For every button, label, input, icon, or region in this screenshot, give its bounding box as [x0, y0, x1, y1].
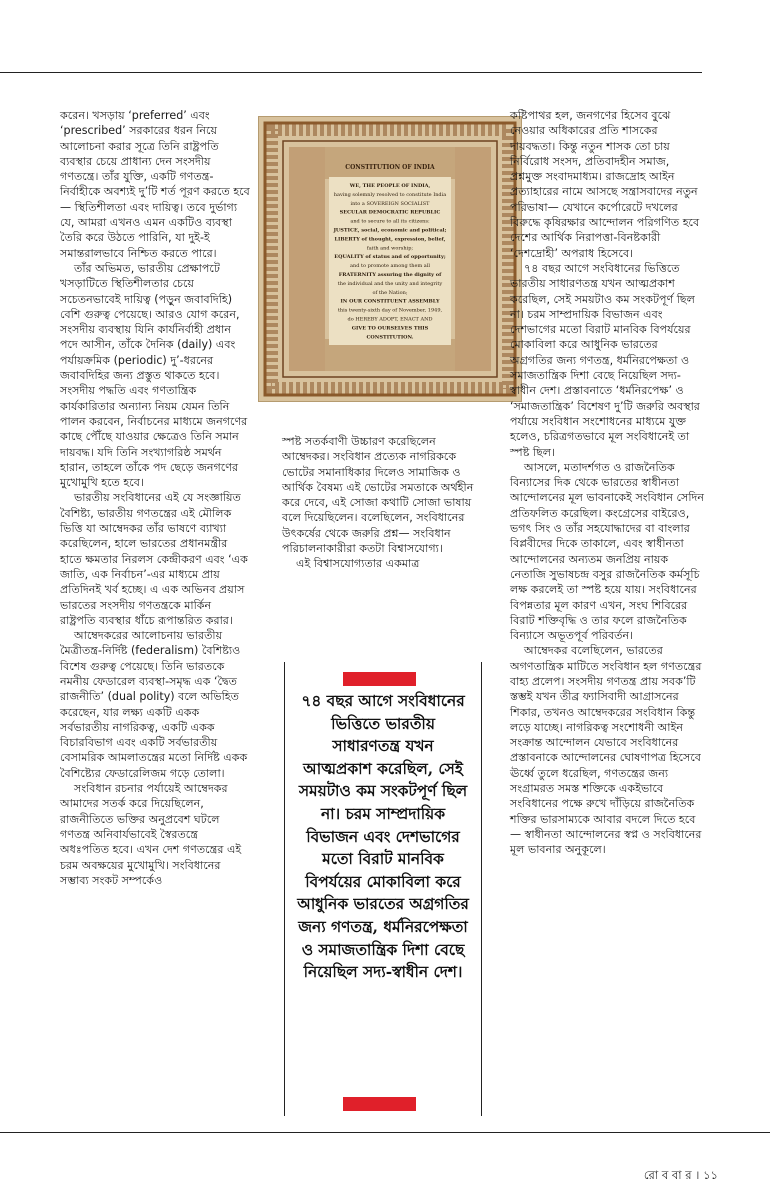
- paragraph: করেন। খসড়ায় ‘preferred’ এবং ‘prescribed’ সরকারের ধরন নিয়ে আলোচনা করার সূত্রে তিনি রাষ্ট্রপতি ব্যবস্থার চেয়ে প্রাধান্য দেন সংসদীয় গণতন্ত্রে। তাঁর যুক্তি, একটি গণতন্ত্র-নির্বাহীকে অবশ্যই দু’টি শর্ত পূরণ করতে হবে— স্থিতিশীলতা এবং দায়িত্ব। তবে দুর্ভাগ্য যে, আমরা এখনও এমন একটিও ব্যবস্থা তৈরি করে উঠতে পারিনি, যা দুই-ই সমান্তরালভাবে নিশ্চিত করতে পারে।: [60, 109, 250, 260]
- preamble-line: IN OUR CONSTITUENT ASSEMBLY: [340, 298, 440, 305]
- paragraph: স্পষ্ট সতর্কবাণী উচ্চারণ করেছিলেন আম্বেদকর। সংবিধান প্রত্যেক নাগরিককে ভোটের সমানাধিকার দিলেও সামাজিক ও আর্থিক বৈষম্য এই ভোটের সমতাকে অর্থহীন করে দেবে, এই সোজা কথাটি সোজা ভাষায় বলে দিয়েছিলেন। বলেছিলেন, সংবিধানের উৎকর্ষের থেকে জরুরি প্রশ্ন— সংবিধান পরিচালনাকারীরা কতটা বিশ্বাসযোগ্য।: [282, 435, 474, 556]
- paragraph: আম্বেদকরের আলোচনায় ভারতীয় মৈত্রীতন্ত্র-নির্দিষ্ট (federalism) বৈশিষ্ট্যও বিশেষ গুরুত্ব পেয়েছে। তিনি ভারতকে নমনীয় ফেডারেল ব্যবস্থা-সমৃদ্ধ এক ‘দ্বৈত রাজনীতি’ (dual polity) বলে অভিহিত করেছেন, যার লক্ষ্য একটি একক সর্বভারতীয় নাগরিকত্ব, একটি একক বিচারবিভাগ এবং একটি সর্বভারতীয় বেসামরিক আমলাতন্ত্রের মতো নির্দিষ্ট একক বৈশিষ্ট্যের ফেডারেলিজম গড়ে তোলা।: [60, 629, 248, 780]
- pullquote-top-bar: [343, 672, 416, 686]
- paragraph: ভারতীয় সংবিধানের এই যে সংজ্ঞায়িত বৈশিষ্ট্য, ভারতীয় গণতন্ত্রের এই মৌলিক ভিত্তি যা আম্বেদকর তাঁর ভাষণে ব্যাখ্যা করেছিলেন, হালে ভারতের প্রধানমন্ত্রীর হাতে ক্ষমতার নিরলস কেন্দ্রীকরণ এবং ‘এক জাতি, এক নির্বাচন’-এর মাধ্যমে প্রায় প্রতিদিনই খর্ব হচ্ছে। এ এক অভিনব প্রয়াস ভারতের সংসদীয় গণতন্ত্রকে মার্কিন রাষ্ট্রপতি ব্যবস্থার ধাঁচে রূপান্তরিত করার।: [60, 491, 248, 627]
- preamble-illustration: [259, 117, 521, 401]
- preamble-line: WE, THE PEOPLE OF INDIA,: [349, 183, 431, 189]
- paragraph: তাঁর অভিমত, ভারতীয় প্রেক্ষাপটে খসড়াটিতে স্থিতিশীলতার চেয়ে সচেতনভাবেই দায়িত্ব (পড়ুন জবাবদিহি) বেশি গুরুত্ব পেয়েছে। আরও যোগ করেন, সংসদীয় ব্যবস্থায় যিনি কার্যনির্বাহী প্রধান পদে আসীন, তাঁকে দৈনিক (daily) এবং পর্যায়ক্রমিক (periodic) দু’-ধরনের জবাবদিহির জন্য প্রস্তুত থাকতে হবে। সংসদীয় পদ্ধতি এবং গণতান্ত্রিক কার্যকারিতার অন্যান্য নিয়ম যেমন তিনি পালন করবেন, নির্বাচনের মাধ্যমে জনগণের কাছে পৌঁছে যাওয়ার ক্ষেত্রেও তিনি সমান দায়বদ্ধ। যদি তিনি সংখ্যাগরিষ্ঠ সমর্থন হারান, তাহলে তাঁকে পদ ছেড়ে জনগণের মুখোমুখি হতে হবে।: [60, 261, 248, 490]
- pullquote: ৭৪ বছর আগে সংবিধানের ভিত্তিতে ভারতীয় সাধারণতন্ত্র যখন আত্মপ্রকাশ করেছিল, সেই সময়টাও কম সংকটপূর্ণ ছিল না। চরম সাম্প্রদায়িক বিভাজন এবং দেশভাগের মতো বিরাট মানবিক বিপর্যয়ের মোকাবিলা করে আধুনিক ভারতের অগ্রগতির জন্য গণতন্ত্র, ধর্মনিরপেক্ষতা ও সমাজতান্ত্রিক দিশা বেছে নিয়েছিল সদ্য-স্বাধীন দেশ।: [297, 692, 469, 982]
- preamble-line: FRATERNITY assuring the dignity of: [338, 272, 442, 278]
- page-footer: [644, 1167, 718, 1186]
- preamble-line: having solemnly resolved to constitute India: [333, 191, 447, 198]
- column-middle: [282, 434, 482, 572]
- magazine-name: রো ব বা র: [643, 1168, 692, 1182]
- pullquote-left-rule: [284, 662, 285, 1116]
- pullquote-bottom-bar: [343, 1097, 416, 1111]
- column-left: [60, 108, 250, 888]
- paragraph: এই বিশ্বাসযোগ্যতার একমাত্র: [296, 557, 420, 571]
- footer-separator: ।: [695, 1168, 704, 1182]
- preamble-line: this twenty-sixth day of November, 1949,: [337, 307, 443, 314]
- preamble-line: CONSTITUTION.: [366, 334, 414, 341]
- bottom-rule: [0, 1132, 770, 1133]
- paragraph: ৭৪ বছর আগে সংবিধানের ভিত্তিতে ভারতীয় সাধারণতন্ত্র যখন আত্মপ্রকাশ করেছিল, সেই সময়টাও কম সংকটপূর্ণ ছিল না। চরম সাম্প্রদায়িক বিভাজন এবং দেশভাগের মতো বিরাট মানবিক বিপর্যয়ের মোকাবিলা করে আধুনিক ভারতের অগ্রগতির জন্য গণতন্ত্র, ধর্মনিরপেক্ষতা ও সমাজতান্ত্রিক দিশা বেছে নিয়েছিল সদ্য-স্বাধীন দেশ। প্রস্তাবনাতে ‘ধর্মনিরপেক্ষ’ ও ‘সমাজতান্ত্রিক’ বিশেষণ দু’টি জরুরি অবস্থার পর্যায়ে সংবিধান সংশোধনের মাধ্যমে যুক্ত হলেও, চরিত্রগতভাবে মূল সংবিধানেই তা স্পষ্ট ছিল।: [510, 261, 700, 459]
- preamble-line: the individual and the unity and integrity: [337, 280, 443, 287]
- preamble-line: of the Nation;: [372, 289, 408, 296]
- preamble-line: EQUALITY of status and of opportunity;: [334, 254, 446, 261]
- preamble-heading: CONSTITUTION OF INDIA: [345, 164, 435, 171]
- paragraph: কষ্টিপাথর হল, জনগণের হিসেব বুঝে নেওয়ার অধিকারের প্রতি শাসকের দায়বদ্ধতা। কিন্তু নতুন শাসক তো চায় নির্বিরোধ সংসদ, প্রতিবাদহীন সমাজ, প্রশ্নমুক্ত সংবাদমাধ্যম। রাজদ্রোহ আইন প্রত্যাহারের নামে আসছে সন্ত্রাসবাদের নতুন পরিভাষা— যেখানে কর্পোরেটে দখলের বিরুদ্ধে কৃষিরক্ষার আন্দোলন পরিগণিত হবে দেশের আর্থিক নিরাপত্তা-বিনষ্টকারী ‘দেশদ্রোহী’ অপরাধ হিসেবে।: [510, 109, 700, 260]
- top-rule: [0, 72, 702, 73]
- preamble-line: and to secure to all its citizens:: [350, 218, 430, 225]
- preamble-line: do HEREBY ADOPT, ENACT AND: [347, 316, 433, 323]
- preamble-line: SECULAR DEMOCRATIC REPUBLIC: [339, 209, 441, 216]
- preamble-line: into a SOVEREIGN SOCIALIST: [350, 200, 430, 207]
- pullquote-right-rule: [481, 662, 482, 1116]
- column-right: [510, 108, 704, 858]
- preamble-line: LIBERTY of thought, expression, belief,: [334, 236, 446, 243]
- preamble-line: faith and worship;: [366, 245, 414, 252]
- paragraph: সংবিধান রচনার পর্যায়েই আম্বেদকর আমাদের সতর্ক করে দিয়েছিলেন, রাজনীতিতে ভক্তির অনুপ্রবেশ ঘটলে গণতন্ত্র অনিবার্যভাবেই স্বৈরতন্ত্রে অধঃপতিত হবে। এখন দেশ গণতন্ত্রের এই চরম অবক্ষয়ের মুখোমুখি। সংবিধানের সম্ভাব্য সংকট সম্পর্কেও: [60, 782, 242, 887]
- preamble-line: and to promote among them all: [350, 263, 430, 270]
- preamble-image: [258, 116, 522, 402]
- paragraph: আসলে, মতাদর্শগত ও রাজনৈতিক বিন্যাসের দিক থেকে ভারতের স্বাধীনতা আন্দোলনের মূল ভাবনাকেই সংবিধান সেদিন প্রতিফলিত করেছিল। কংগ্রেসের বাইরেও, ভগৎ সিং ও তাঁর সহযোদ্ধাদের বা বাংলার বিপ্লবীদের দিকে তাকালে, এবং স্বাধীনতা আন্দোলনের অন্যতম জনপ্রিয় নায়ক নেতাজি সুভাষচন্দ্র বসুর রাজনৈতিক কর্মসূচি লক্ষ করলেই তা স্পষ্ট হয়ে যায়। সংবিধানের বিপন্নতার মূল কারণ এখন, সংঘ শিবিরের বিরাট শক্তিবৃদ্ধি ও তার ফলে রাজনৈতিক বিন্যাসে অভূতপূর্ব পরিবর্তন।: [510, 460, 704, 643]
- paragraph: আম্বেদকর বলেছিলেন, ভারতের অগণতান্ত্রিক মাটিতে সংবিধান হল গণতন্ত্রের বাহ্য প্রলেপ। সংসদীয় গণতন্ত্র প্রায় সবক’টি স্তম্ভই যখন তীব্র ফ্যাসিবাদী আগ্রাসনের শিকার, তখনও আম্বেদকরের সংবিধান কিন্তু লড়ে যাচ্ছে। নাগরিকত্ব সংশোধনী আইন সংক্রান্ত আন্দোলন যেভাবে সংবিধানের প্রস্তাবনাকে আন্দোলনের ঘোষণাপত্র হিসেবে ঊর্ধ্বে তুলে ধরেছিল, গণতন্ত্রের জন্য সংগ্রামরত সমস্ত শক্তিকে একইভাবে সংবিধানের পক্ষে রুখে দাঁড়িয়ে রাজনৈতিক শক্তির ভারসাম্যকে আবার বদলে দিতে হবে— স্বাধীনতা আন্দোলনের স্বপ্ন ও সংবিধানের মূল ভাবনার অনুকূলে।: [510, 644, 702, 857]
- preamble-line: GIVE TO OURSELVES THIS: [351, 325, 429, 332]
- page-number: ১১: [703, 1168, 718, 1182]
- preamble-line: JUSTICE, social, economic and political;: [333, 227, 447, 234]
